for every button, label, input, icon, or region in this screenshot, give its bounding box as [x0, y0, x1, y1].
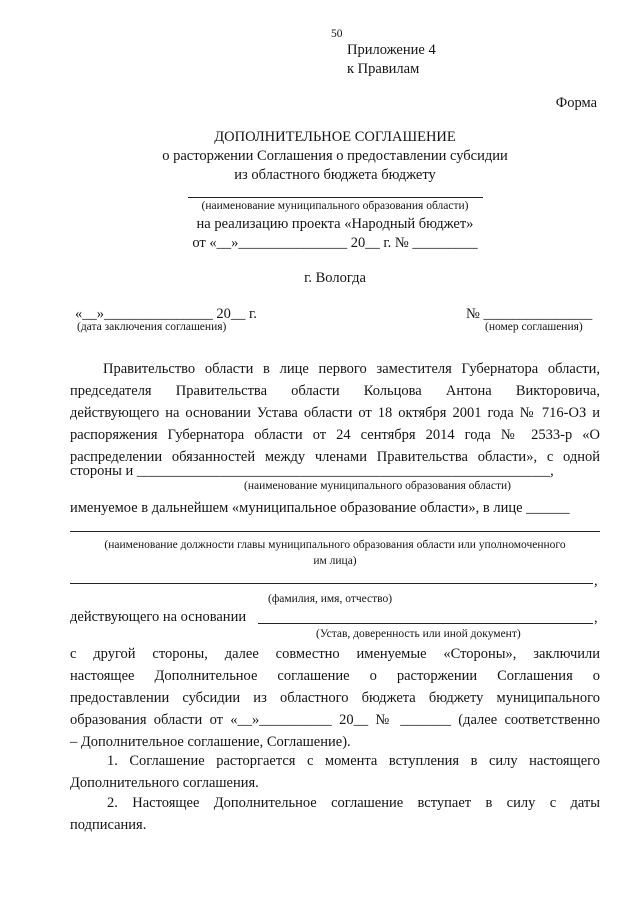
place-label: г. Вологда	[304, 270, 366, 286]
date-number-line: от «__»_______________ 20__ г. № _________	[192, 235, 478, 251]
head-position-caption-2: им лица)	[313, 555, 357, 567]
municipality-name-caption: (наименование муниципального образования области)	[244, 480, 511, 492]
para1-line2: председателя Правительства области Кольцова Антона Викторовича,	[70, 383, 600, 399]
item2-line2: подписания.	[70, 817, 147, 833]
contract-date-caption: (дата заключения соглашения)	[77, 321, 227, 333]
para1-line3: действующего на основании Устава области от 18 октября 2001 года № 716-ОЗ и	[70, 405, 600, 421]
to-rules-label: к Правилам	[347, 61, 420, 77]
para2-line2: настоящее Дополнительное соглашение о расторжении Соглашения о	[70, 668, 600, 684]
para2-line4: образования области от «__»__________ 20__ № _______ (далее соответственно	[70, 712, 600, 728]
item1-line1: 1. Соглашение расторгается с момента вступления в силу настоящего	[107, 753, 600, 769]
head-position-blank-line	[70, 531, 600, 532]
basis-blank-line	[258, 623, 593, 624]
para2-line5: – Дополнительное соглашение, Соглашение).	[70, 734, 351, 750]
para2-line1: с другой стороны, далее совместно именуемые «Стороны», заключили	[70, 646, 600, 662]
para1-line7: именуемое в дальнейшем «муниципальное образование области», в лице ______	[70, 500, 570, 516]
basis-caption: (Устав, доверенность или иной документ)	[316, 628, 521, 640]
acting-basis-label: действующего на основании	[70, 609, 247, 625]
para1-line5: распределении обязанностей между членами Правительства области», с одной	[70, 449, 600, 465]
para2-line3: предоставлении субсидии из областного бюджета бюджету муниципального	[70, 690, 600, 706]
fio-caption: (фамилия, имя, отчество)	[268, 593, 393, 605]
form-label: Форма	[555, 95, 597, 111]
item2-line1: 2. Настоящее Дополнительное соглашение вступает в силу с даты	[107, 795, 600, 811]
para1-line1: Правительство области в лице первого заместителя Губернатора области,	[103, 361, 600, 377]
municipality-caption: (наименование муниципального образования области)	[201, 200, 469, 212]
municipality-blank-line	[188, 197, 483, 198]
contract-number-caption: (номер соглашения)	[485, 321, 583, 333]
doc-subtitle-3: на реализацию проекта «Народный бюджет»	[196, 216, 474, 232]
page-number: 50	[331, 28, 343, 40]
head-position-caption-1: (наименование должности главы муниципального образования области или уполномоченного	[104, 539, 566, 551]
para1-line4: распоряжения Губернатора области от 24 сентября 2014 года № 2533-р «О	[70, 427, 600, 443]
doc-subtitle-2: из областного бюджета бюджету	[234, 167, 436, 183]
doc-subtitle-1: о расторжении Соглашения о предоставлении субсидии	[162, 148, 508, 164]
item1-line2: Дополнительного соглашения.	[70, 775, 259, 791]
fio-blank-line	[70, 583, 593, 584]
appendix-label: Приложение 4	[347, 42, 436, 58]
para1-line6: стороны и _________________________________________________________,	[70, 463, 554, 479]
contract-date-field: «__»_______________ 20__ г.	[75, 306, 257, 322]
fio-line-comma: ,	[594, 573, 598, 589]
doc-title: ДОПОЛНИТЕЛЬНОЕ СОГЛАШЕНИЕ	[214, 129, 456, 145]
basis-line-comma: ,	[594, 610, 598, 626]
contract-number-field: № _______________	[466, 306, 593, 322]
